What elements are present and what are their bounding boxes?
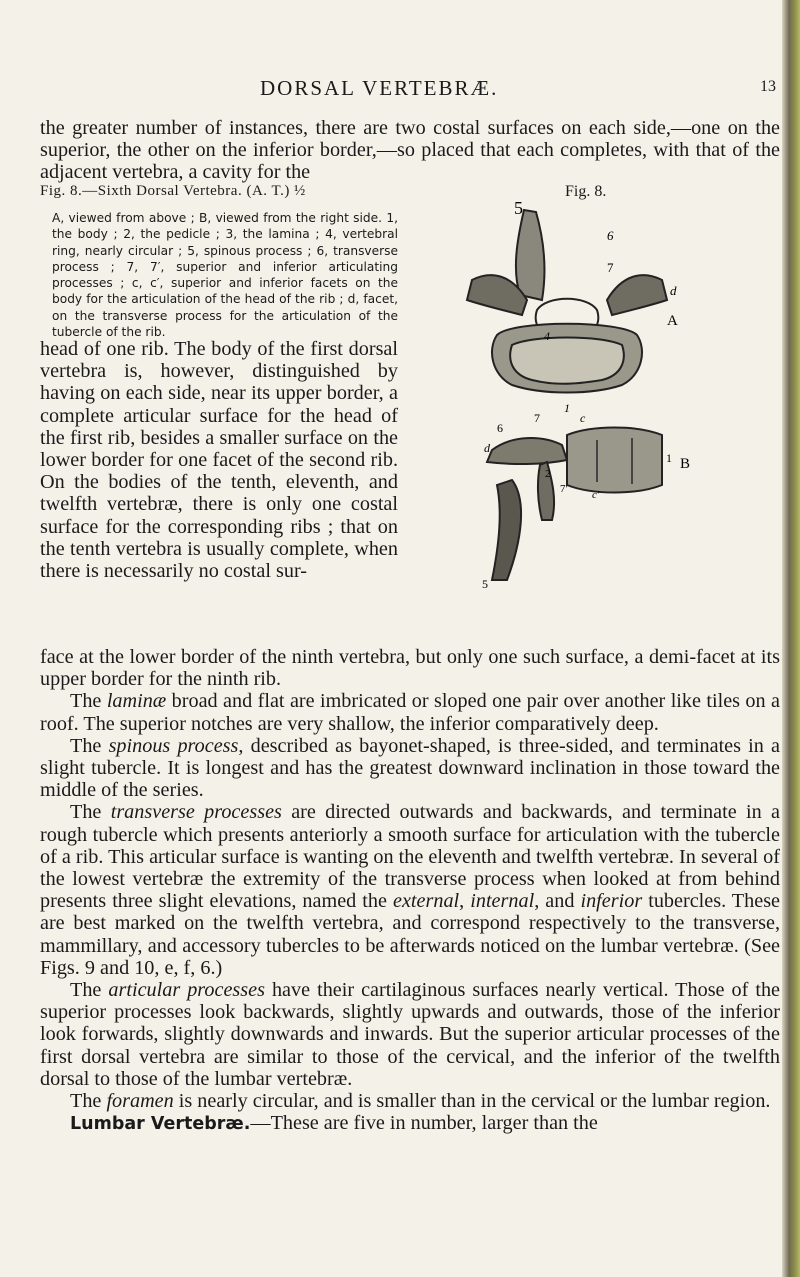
laminae-paragraph: The laminæ broad and flat are imbricated or sloped one pair over another like tiles on a roof. The superior notches are very shallow, the inferior comparatively deep. [40,690,781,735]
label-b-5: 5 [482,577,488,591]
caption-body: A, viewed from above ; B, viewed from the right side. 1, the body ; 2, the pedicle ; 3, the lamina ; 4, vertebral ring, nearly circular ; 5, spinous process ; 6, transverse process ; 7, 7′, superior and inferior articulating processes ; c, c′, superior and inferior facets on the body for the articulation of the head of the rib ; d, facet, on the transverse process for the articulation of the tubercle of the rib. [52,211,398,340]
label-b-7-prime: 7′ [560,483,568,495]
inferior-term: inferior [580,890,643,913]
continued-paragraph: face at the lower border of the ninth vertebra, but only one such surface, a demi-facet at its upper border for the ninth rib. [40,646,780,691]
running-head [40,76,780,106]
vertebra-drawing [452,200,692,620]
transverse-text-1: are directed outwards and backwards, and terminate in a rough tubercle which presents anteriorly a smooth surface for articulation with the tubercle of a rib. This articular surface is wanting on the eleventh and twelfth vertebræ. In several of the lowest vertebræ the extremity of the transverse process when looked at from behind presents three slight elevations, named the [40,801,780,913]
foramen-text: is nearly circular, and is smaller than in the cervical or the lumbar region. [173,1090,771,1113]
narrow-paragraph: head of one rib. The body of the first dorsal vertebra is, however, distinguished by having on each side, near its upper border, a complete articular surface for the head of the first rib, besides a smaller surface on the lower border for one facet of the second rib. On the bodies of the tenth, eleventh, and twelfth vertebræ, there is only one costal surface for the corresponding ribs ; that on the tenth vertebra is usually complete, when there is necessarily no costal sur- [40,338,398,583]
label-a-1: 1 [564,401,570,415]
main-text [40,646,780,1135]
lumbar-text: —These are five in number, larger than the [250,1112,598,1135]
view-b-drawing [487,428,662,581]
spinous-text: , described as bayonet-shaped, is three-sided, and terminates in a slight tubercle. It is longest and has the greatest downward inclination in those toward the middle of the series. [40,734,781,802]
label-a-7: 7 [607,260,614,275]
figure-caption [40,183,398,340]
articular-paragraph: The articular processes have their cartilaginous surfaces nearly vertical. Those of the superior processes look backwards, slightly upwards and outwards, those of the inferior look forwards, slightly downwards and inwards. But the superior articular processes of the first dorsal vertebra are similar to those of the cervical, and the inferior of the twelfth dorsal to those of the lumbar vertebræ. [40,979,781,1090]
lumbar-heading: Lumbar Vertebræ. [70,1114,251,1135]
figure-label: Fig. 8. [565,183,607,200]
label-b-c-prime: c′ [592,489,600,501]
page-number: 13 [760,78,776,95]
label-a-4: 4 [544,329,550,343]
vertebra-illustration [452,200,692,620]
transverse-paragraph: The transverse processes are directed outwards and backwards, and terminate in a rough tubercle which presents anteriorly a smooth surface for articulation with the tubercle of a rib. This articular surface is wanting on the eleventh and twelfth vertebræ. In several of the lowest vertebræ the extremity of the transverse process when looked at from behind presents three slight elevations, named the external, internal, and inferior tubercles. These are best marked on the twelfth vertebra, and correspond respectively to the transverse, mammillary, and accessory tubercles to be afterwards noticed on the lumbar vertebræ. (See Figs. 9 and 10, e, f, 6.) [40,801,781,979]
label-b-6: 6 [497,421,503,435]
caption-title: Fig. 8.—Sixth Dorsal Vertebra. (A. T.) ½ [40,183,306,199]
running-title: DORSAL VERTEBRÆ. [260,76,499,100]
transverse-text-2: tubercles. These are best marked on the twelfth vertebra, and correspond respectively to the transverse, mammillary, and accessory tubercles to be afterwards noticed on the lumbar vertebræ. (See Figs. 9 and 10, e, f, 6.) [40,890,781,979]
label-b-2: 2 [545,468,551,480]
label-b-c: c [580,411,586,425]
view-b-letter: B [680,456,691,472]
label-b-1: 1 [666,451,672,465]
internal-term: internal [470,890,535,913]
view-a-drawing [467,210,667,393]
foramen-term: foramen [106,1090,174,1113]
label-a-6: 6 [607,228,614,243]
view-a-letter: A [667,313,678,329]
spinous-term: spinous process [108,734,239,757]
book-page [40,0,780,1277]
top-paragraph: the greater number of instances, there are two costal surfaces on each side,—one on the superior, the other on the inferior border,—so placed that each completes, with that of the adjacent vertebra, a cavity for the [40,117,780,184]
articular-text: have their cartilaginous surfaces nearly vertical. Those of the superior processes look backwards, slightly upwards and outwards, those of the inferior look forwards, slightly downwards and inwards. But the superior articular processes of the first dorsal vertebra are similar to those of the cervical, and the inferior of the twelfth dorsal to those of the lumbar vertebræ. [40,979,781,1090]
transverse-term: transverse processes [110,801,282,824]
articular-term: articular processes [108,979,265,1002]
lumbar-paragraph [40,1112,780,1135]
label-a-5: 5 [514,200,523,218]
label-b-d: d [484,441,490,455]
laminae-text: broad and flat are imbricated or sloped one pair over another like tiles on a roof. The superior notches are very shallow, the inferior comparatively deep. [40,690,781,735]
label-a-d: d [670,283,677,298]
label-b-7: 7 [534,411,540,425]
foramen-paragraph: The foramen is nearly circular, and is smaller than in the cervical or the lumbar region. [70,1090,771,1113]
laminae-term: laminæ [106,690,167,713]
external-term: external [393,890,460,913]
page-edge [782,0,800,1277]
spinous-paragraph: The spinous process, described as bayonet-shaped, is three-sided, and terminates in a slight tubercle. It is longest and has the greatest downward inclination in those toward the middle of the series. [40,734,781,802]
